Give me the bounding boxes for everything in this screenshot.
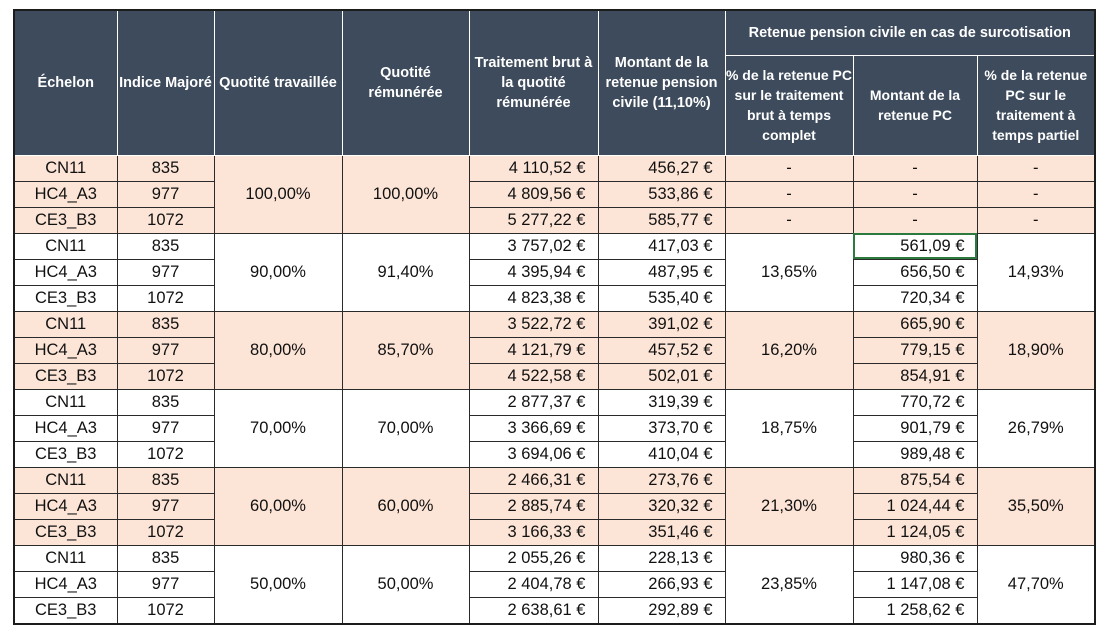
retenue-cell[interactable]: 457,52 €: [598, 337, 725, 363]
retenue-cell[interactable]: 292,89 €: [598, 597, 725, 624]
table-row: [14, 519, 1095, 545]
quotite-travaillee-cell[interactable]: 50,00%: [214, 545, 342, 624]
echelon-cell[interactable]: CE3_B3: [14, 519, 117, 545]
pension-table: [13, 9, 1096, 625]
quotite-travaillee-cell[interactable]: 100,00%: [214, 155, 342, 233]
pct-partiel-cell[interactable]: 26,79%: [977, 389, 1095, 467]
retenue-cell[interactable]: 410,04 €: [598, 441, 725, 467]
pct-complet-cell[interactable]: 23,85%: [725, 545, 853, 624]
retenue-cell[interactable]: 487,95 €: [598, 259, 725, 285]
table-row: [14, 415, 1095, 441]
montant-pc-cell[interactable]: 875,54 €: [853, 467, 977, 493]
pct-partiel-cell[interactable]: 35,50%: [977, 467, 1095, 545]
echelon-cell[interactable]: CE3_B3: [14, 363, 117, 389]
traitement-cell[interactable]: 4 823,38 €: [469, 285, 598, 311]
table-row: [14, 337, 1095, 363]
indice-cell[interactable]: 1072: [117, 597, 214, 624]
montant-pc-cell-selected[interactable]: 561,09 €: [853, 233, 977, 259]
indice-cell[interactable]: 977: [117, 337, 214, 363]
pct-partiel-cell[interactable]: 18,90%: [977, 311, 1095, 389]
header-pct-temps-partiel: % de la retenue PC sur le traitement à temps partiel: [977, 55, 1095, 155]
quotite-remuneree-cell[interactable]: 85,70%: [342, 311, 469, 389]
echelon-cell[interactable]: CE3_B3: [14, 597, 117, 624]
retenue-cell[interactable]: 533,86 €: [598, 181, 725, 207]
montant-pc-cell[interactable]: 720,34 €: [853, 285, 977, 311]
traitement-cell[interactable]: 2 404,78 €: [469, 571, 598, 597]
traitement-cell[interactable]: 4 522,58 €: [469, 363, 598, 389]
table-row: [14, 233, 1095, 259]
indice-cell[interactable]: 977: [117, 493, 214, 519]
echelon-cell[interactable]: CN11: [14, 155, 117, 181]
montant-pc-cell[interactable]: 665,90 €: [853, 311, 977, 337]
indice-cell[interactable]: 835: [117, 389, 214, 415]
retenue-cell[interactable]: 373,70 €: [598, 415, 725, 441]
indice-cell[interactable]: 1072: [117, 519, 214, 545]
indice-cell[interactable]: 1072: [117, 207, 214, 233]
header-echelon: Échelon: [14, 10, 117, 155]
retenue-cell[interactable]: 585,77 €: [598, 207, 725, 233]
retenue-cell[interactable]: 535,40 €: [598, 285, 725, 311]
montant-pc-cell[interactable]: 901,79 €: [853, 415, 977, 441]
quotite-remuneree-cell[interactable]: 100,00%: [342, 155, 469, 233]
quotite-remuneree-cell[interactable]: 70,00%: [342, 389, 469, 467]
pct-partiel-cell[interactable]: -: [977, 181, 1095, 207]
pct-complet-cell[interactable]: 21,30%: [725, 467, 853, 545]
echelon-cell[interactable]: CN11: [14, 389, 117, 415]
traitement-cell[interactable]: 4 121,79 €: [469, 337, 598, 363]
retenue-cell[interactable]: 320,32 €: [598, 493, 725, 519]
header-quotite-remuneree: Quotité rémunérée: [342, 10, 469, 155]
traitement-cell[interactable]: 2 885,74 €: [469, 493, 598, 519]
traitement-cell[interactable]: 3 366,69 €: [469, 415, 598, 441]
table-row: [14, 597, 1095, 624]
quotite-travaillee-cell[interactable]: 70,00%: [214, 389, 342, 467]
retenue-cell[interactable]: 502,01 €: [598, 363, 725, 389]
pct-complet-cell[interactable]: -: [725, 181, 853, 207]
echelon-cell[interactable]: CN11: [14, 311, 117, 337]
retenue-cell[interactable]: 319,39 €: [598, 389, 725, 415]
table-row: [14, 259, 1095, 285]
retenue-cell[interactable]: 417,03 €: [598, 233, 725, 259]
retenue-cell[interactable]: 273,76 €: [598, 467, 725, 493]
echelon-cell[interactable]: CE3_B3: [14, 207, 117, 233]
echelon-cell[interactable]: HC4_A3: [14, 337, 117, 363]
table-row: [14, 207, 1095, 233]
indice-cell[interactable]: 977: [117, 181, 214, 207]
indice-cell[interactable]: 835: [117, 233, 214, 259]
traitement-cell[interactable]: 2 055,26 €: [469, 545, 598, 571]
traitement-cell[interactable]: 4 110,52 €: [469, 155, 598, 181]
pct-partiel-cell[interactable]: 14,93%: [977, 233, 1095, 311]
header-traitement-brut: Traitement brut à la quotité rémunérée: [469, 10, 598, 155]
table-row: [14, 181, 1095, 207]
echelon-cell[interactable]: CE3_B3: [14, 285, 117, 311]
echelon-cell[interactable]: HC4_A3: [14, 181, 117, 207]
retenue-cell[interactable]: 351,46 €: [598, 519, 725, 545]
indice-cell[interactable]: 835: [117, 545, 214, 571]
montant-pc-cell[interactable]: 1 147,08 €: [853, 571, 977, 597]
pct-partiel-cell[interactable]: -: [977, 155, 1095, 181]
table-row: [14, 571, 1095, 597]
table-row: [14, 311, 1095, 337]
header-group-surcotisation: Retenue pension civile en cas de surcotisation: [725, 10, 1095, 55]
quotite-travaillee-cell[interactable]: 60,00%: [214, 467, 342, 545]
echelon-cell[interactable]: CN11: [14, 467, 117, 493]
montant-pc-cell[interactable]: -: [853, 207, 977, 233]
header-montant-retenue-pc: Montant de la retenue PC: [853, 55, 977, 155]
indice-cell[interactable]: 835: [117, 467, 214, 493]
montant-pc-cell[interactable]: -: [853, 155, 977, 181]
table-row: [14, 467, 1095, 493]
montant-pc-cell[interactable]: 1 258,62 €: [853, 597, 977, 624]
quotite-travaillee-cell[interactable]: 90,00%: [214, 233, 342, 311]
echelon-cell[interactable]: HC4_A3: [14, 493, 117, 519]
indice-cell[interactable]: 1072: [117, 363, 214, 389]
indice-cell[interactable]: 1072: [117, 441, 214, 467]
header-pct-temps-complet: % de la retenue PC sur le traitement brut à temps complet: [725, 55, 853, 155]
table-row: [14, 155, 1095, 181]
table-row: [14, 545, 1095, 571]
traitement-cell[interactable]: 2 638,61 €: [469, 597, 598, 624]
traitement-cell[interactable]: 3 522,72 €: [469, 311, 598, 337]
indice-cell[interactable]: 835: [117, 155, 214, 181]
header-quotite-travaillee: Quotité travaillée: [214, 10, 342, 155]
indice-cell[interactable]: 835: [117, 311, 214, 337]
pct-complet-cell[interactable]: -: [725, 155, 853, 181]
indice-cell[interactable]: 977: [117, 571, 214, 597]
traitement-cell[interactable]: 3 757,02 €: [469, 233, 598, 259]
header-indice-majore: Indice Majoré: [117, 10, 214, 155]
montant-pc-cell[interactable]: -: [853, 181, 977, 207]
montant-pc-cell[interactable]: 989,48 €: [853, 441, 977, 467]
header-montant-retenue: Montant de la retenue pension civile (11,10%): [598, 10, 725, 155]
quotite-remuneree-cell[interactable]: 91,40%: [342, 233, 469, 311]
montant-pc-cell[interactable]: 779,15 €: [853, 337, 977, 363]
montant-pc-cell[interactable]: 656,50 €: [853, 259, 977, 285]
table-row: [14, 441, 1095, 467]
traitement-cell[interactable]: 5 277,22 €: [469, 207, 598, 233]
pct-complet-cell[interactable]: 16,20%: [725, 311, 853, 389]
retenue-cell[interactable]: 391,02 €: [598, 311, 725, 337]
montant-pc-cell[interactable]: 1 024,44 €: [853, 493, 977, 519]
montant-pc-cell[interactable]: 770,72 €: [853, 389, 977, 415]
pct-complet-cell[interactable]: 13,65%: [725, 233, 853, 311]
traitement-cell[interactable]: 2 466,31 €: [469, 467, 598, 493]
quotite-remuneree-cell[interactable]: 50,00%: [342, 545, 469, 624]
traitement-cell[interactable]: 2 877,37 €: [469, 389, 598, 415]
traitement-cell[interactable]: 3 694,06 €: [469, 441, 598, 467]
montant-pc-cell[interactable]: 980,36 €: [853, 545, 977, 571]
table-row: [14, 389, 1095, 415]
retenue-cell[interactable]: 456,27 €: [598, 155, 725, 181]
traitement-cell[interactable]: 3 166,33 €: [469, 519, 598, 545]
indice-cell[interactable]: 1072: [117, 285, 214, 311]
retenue-cell[interactable]: 228,13 €: [598, 545, 725, 571]
pct-complet-cell[interactable]: 18,75%: [725, 389, 853, 467]
traitement-cell[interactable]: 4 809,56 €: [469, 181, 598, 207]
echelon-cell[interactable]: HC4_A3: [14, 415, 117, 441]
montant-pc-cell[interactable]: 1 124,05 €: [853, 519, 977, 545]
quotite-remuneree-cell[interactable]: 60,00%: [342, 467, 469, 545]
table-body: [14, 155, 1095, 624]
echelon-cell[interactable]: HC4_A3: [14, 571, 117, 597]
table-row: [14, 493, 1095, 519]
echelon-cell[interactable]: HC4_A3: [14, 259, 117, 285]
echelon-cell[interactable]: CN11: [14, 545, 117, 571]
pct-partiel-cell[interactable]: 47,70%: [977, 545, 1095, 624]
echelon-cell[interactable]: CE3_B3: [14, 441, 117, 467]
table-row: [14, 363, 1095, 389]
indice-cell[interactable]: 977: [117, 259, 214, 285]
pct-complet-cell[interactable]: -: [725, 207, 853, 233]
retenue-cell[interactable]: 266,93 €: [598, 571, 725, 597]
pct-partiel-cell[interactable]: -: [977, 207, 1095, 233]
quotite-travaillee-cell[interactable]: 80,00%: [214, 311, 342, 389]
montant-pc-cell[interactable]: 854,91 €: [853, 363, 977, 389]
indice-cell[interactable]: 977: [117, 415, 214, 441]
echelon-cell[interactable]: CN11: [14, 233, 117, 259]
table-row: [14, 285, 1095, 311]
traitement-cell[interactable]: 4 395,94 €: [469, 259, 598, 285]
